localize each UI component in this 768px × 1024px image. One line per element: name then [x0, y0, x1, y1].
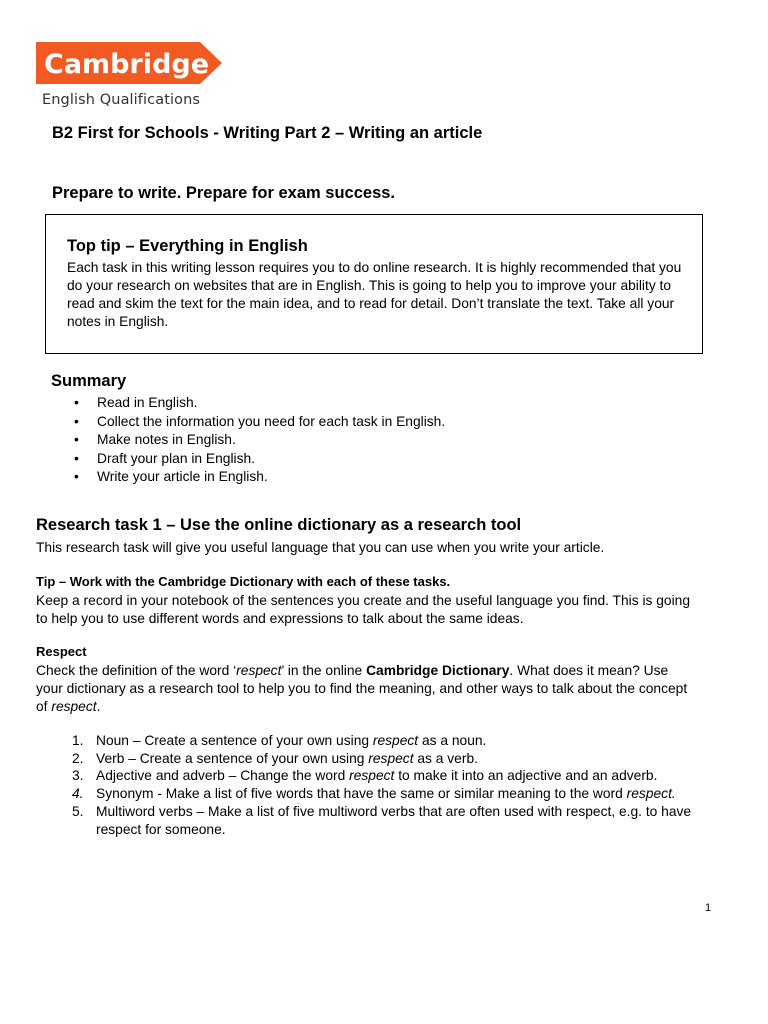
- cambridge-logo: [36, 42, 222, 91]
- bullet-icon: •: [74, 432, 79, 447]
- logo-wordmark: Cambridge: [44, 49, 210, 80]
- document-title: B2 First for Schools - Writing Part 2 – Writing an article: [52, 124, 483, 142]
- task-item: 5. Multiword verbs – Make a list of five multiword verbs that are often used with respect, e.g. to have respect for someone.: [72, 803, 692, 837]
- top-tip-box: [45, 214, 703, 354]
- respect-paragraph: Check the definition of the word ‘respect’ in the online Cambridge Dictionary. What does it mean? Use your dictionary as a research tool to help you to find the meaning, and other ways to talk about the concept of respect.: [36, 663, 688, 714]
- bullet-icon: •: [74, 450, 79, 466]
- bullet-icon: •: [74, 469, 79, 484]
- summary-list: [74, 394, 445, 487]
- task-list: [72, 732, 692, 838]
- document-subtitle: Prepare to write. Prepare for exam success.: [52, 184, 396, 202]
- top-tip-body: Each task in this writing lesson requires you to do online research. It is highly recommended that you do your research on websites that are in English. This is going to help you to improve your ability to read and skim the text for the main idea, and to read for detail. Don’t translate the text. Take all your notes in English.: [67, 260, 682, 329]
- bullet-icon: •: [74, 413, 79, 429]
- research-task-heading: Research task 1 – Use the online dictionary as a research tool: [36, 516, 522, 534]
- summary-heading: Summary: [51, 372, 127, 390]
- task-item: 3. Adjective and adverb – Change the word respect to make it into an adjective and an adverb.: [72, 768, 658, 784]
- logo-arrow-shape: [36, 42, 222, 86]
- respect-heading: Respect: [36, 644, 87, 659]
- bullet-icon: •: [74, 395, 79, 410]
- logo-subtitle: English Qualifications: [42, 92, 201, 108]
- summary-item: • Draft your plan in English.: [74, 450, 445, 469]
- summary-item: • Make notes in English.: [74, 431, 445, 450]
- task-item: 1. Noun – Create a sentence of your own using respect as a noun.: [72, 733, 487, 748]
- dictionary-tip-body: Keep a record in your notebook of the sentences you create and the useful language you find. This is going to help you to use different words and expressions to talk about the same ideas.: [36, 593, 691, 626]
- cambridge-dictionary-name: Cambridge Dictionary: [366, 663, 510, 678]
- top-tip-heading: Top tip – Everything in English: [67, 237, 308, 255]
- summary-item: • Write your article in English.: [74, 468, 445, 487]
- dictionary-tip-heading: Tip – Work with the Cambridge Dictionary with each of these tasks.: [36, 574, 451, 589]
- page-number: 1: [705, 902, 712, 914]
- summary-item: • Collect the information you need for each task in English.: [74, 413, 445, 432]
- task-item: 2. Verb – Create a sentence of your own using respect as a verb.: [72, 750, 478, 766]
- summary-item: • Read in English.: [74, 394, 445, 413]
- task-item: 4. Synonym - Make a list of five words that have the same or similar meaning to the word respect.: [72, 786, 676, 802]
- research-task-intro: This research task will give you useful language that you can use when you write your article.: [36, 540, 605, 555]
